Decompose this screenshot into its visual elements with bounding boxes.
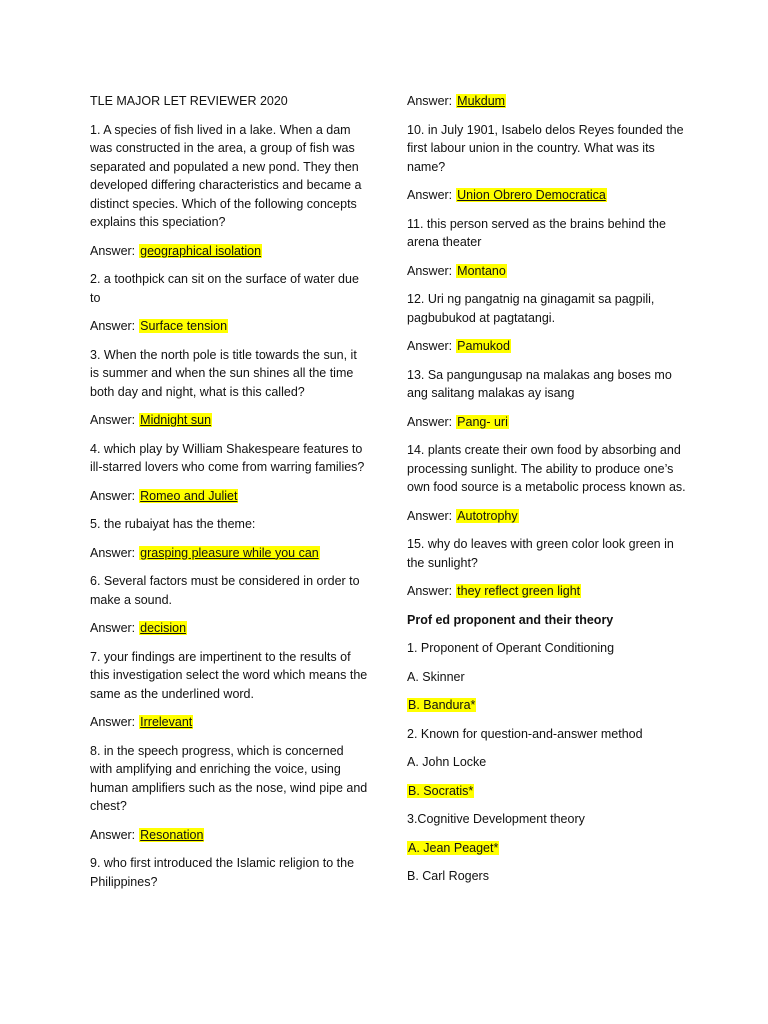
answer-label: Answer:: [90, 545, 136, 560]
highlighted-answer: decision: [140, 621, 187, 635]
question-15: 15. why do leaves with green color look green in the sunlight?: [407, 537, 674, 570]
highlighted-answer: geographical isolation: [140, 243, 262, 258]
highlighted-answer: A. Jean Peaget*: [408, 840, 499, 855]
question-6: 6. Several factors must be considered in order to make a sound.: [90, 574, 360, 607]
profed-answer: [407, 696, 689, 715]
profed-option: A. John Locke: [407, 755, 487, 769]
answer-label: Answer:: [90, 319, 136, 333]
question-12: 12. Uri ng pangatnig na ginagamit sa pagpili, pagbubukod at pagtatangi.: [407, 292, 655, 325]
answer-label: Answer:: [90, 243, 136, 258]
highlighted-answer: Pang- uri: [457, 414, 508, 429]
answer-14: [407, 507, 689, 526]
section-heading: Prof ed proponent and their theory: [407, 612, 614, 627]
left-column: [90, 92, 368, 901]
answer-11: [407, 262, 689, 281]
highlighted-answer: Romeo and Juliet: [140, 488, 238, 503]
highlighted-answer: Midnight sun: [140, 413, 212, 427]
highlighted-answer: they reflect green light: [457, 584, 581, 598]
profed-option: B. Carl Rogers: [407, 869, 489, 883]
profed-question-2: 2. Known for question-and-answer method: [407, 726, 643, 741]
question-9: 9. who first introduced the Islamic religion to the Philippines?: [90, 856, 355, 889]
profed-option: A. Skinner: [407, 669, 465, 684]
answer-label: Answer:: [407, 339, 453, 353]
question-8: 8. in the speech progress, which is concerned with amplifying and enriching the voice, using human amplifiers such as the nose, wind pipe and chest?: [90, 743, 368, 813]
highlighted-answer: Union Obrero Democratica: [457, 188, 606, 202]
question-11: 11. this person served as the brains behind the arena theater: [407, 216, 666, 249]
question-14: 14. plants create their own food by absorbing and processing sunlight. The ability to produce one’s own food source is a metabolic process known as.: [407, 443, 686, 494]
answer-label: Answer:: [407, 188, 453, 202]
highlighted-answer: Autotrophy: [457, 508, 518, 523]
profed-question-1: 1. Proponent of Operant Conditioning: [407, 641, 615, 655]
highlighted-answer: Resonation: [140, 827, 204, 842]
answer-label: Answer:: [407, 584, 453, 598]
answer-label: Answer:: [90, 413, 136, 427]
answer-4: [90, 487, 368, 506]
highlighted-answer: Pamukod: [457, 339, 510, 353]
highlighted-answer: B. Bandura*: [408, 698, 476, 712]
question-5: 5. the rubaiyat has the theme:: [90, 517, 256, 531]
profed-question-3: 3.Cognitive Development theory: [407, 812, 585, 826]
question-3: 3. When the north pole is title towards the sun, it is summer and when the sun shines all the time both day and night, what is this called?: [90, 347, 357, 399]
answer-10: [407, 186, 689, 205]
answer-15: [407, 582, 689, 601]
question-13: 13. Sa pangungusap na malakas ang boses mo ang salitang malakas ay isang: [407, 367, 672, 400]
highlighted-answer: Irrelevant: [140, 715, 193, 729]
highlighted-answer: Mukdum: [457, 94, 506, 108]
answer-label: Answer:: [407, 263, 453, 278]
question-2: 2. a toothpick can sit on the surface of water due to: [90, 272, 359, 305]
answer-8: [90, 826, 368, 845]
question-4: 4. which play by William Shakespeare features to ill-starred lovers who come from warring families?: [90, 441, 365, 474]
profed-answer: [407, 839, 689, 858]
highlighted-answer: B. Socratis*: [408, 783, 474, 798]
answer-label: Answer:: [90, 827, 136, 842]
answer-label: Answer:: [90, 488, 136, 503]
answer-7: [90, 713, 368, 732]
answer-6: [90, 619, 368, 638]
highlighted-answer: Montano: [457, 263, 506, 278]
document-title: TLE MAJOR LET REVIEWER 2020: [90, 94, 288, 108]
profed-answer: [407, 782, 689, 801]
answer-label: Answer:: [407, 414, 453, 429]
answer-5: [90, 544, 368, 563]
answer-3: [90, 411, 368, 430]
highlighted-answer: grasping pleasure while you can: [140, 545, 319, 560]
answer-2: [90, 317, 368, 336]
answer-label: Answer:: [407, 508, 453, 523]
answer-label: Answer:: [90, 715, 136, 729]
answer-13: [407, 413, 689, 432]
right-column: [407, 92, 689, 896]
question-10: 10. in July 1901, Isabelo delos Reyes founded the first labour union in the country. What was its name?: [407, 122, 684, 174]
question-7: 7. your findings are impertinent to the results of this investigation select the word which means the same as the underlined word.: [90, 649, 368, 701]
highlighted-answer: Surface tension: [140, 319, 228, 333]
answer-label: Answer:: [90, 621, 136, 635]
answer-12: [407, 337, 689, 356]
answer-1: [90, 242, 368, 261]
answer-label: Answer:: [407, 94, 453, 108]
answer-9: [407, 92, 689, 111]
question-1: 1. A species of fish lived in a lake. When a dam was constructed in the area, a group of fish was separated and populated a new pond. They then developed differing characteristics and became a distinct species. Which of the following concepts explains this speciation?: [90, 122, 362, 229]
